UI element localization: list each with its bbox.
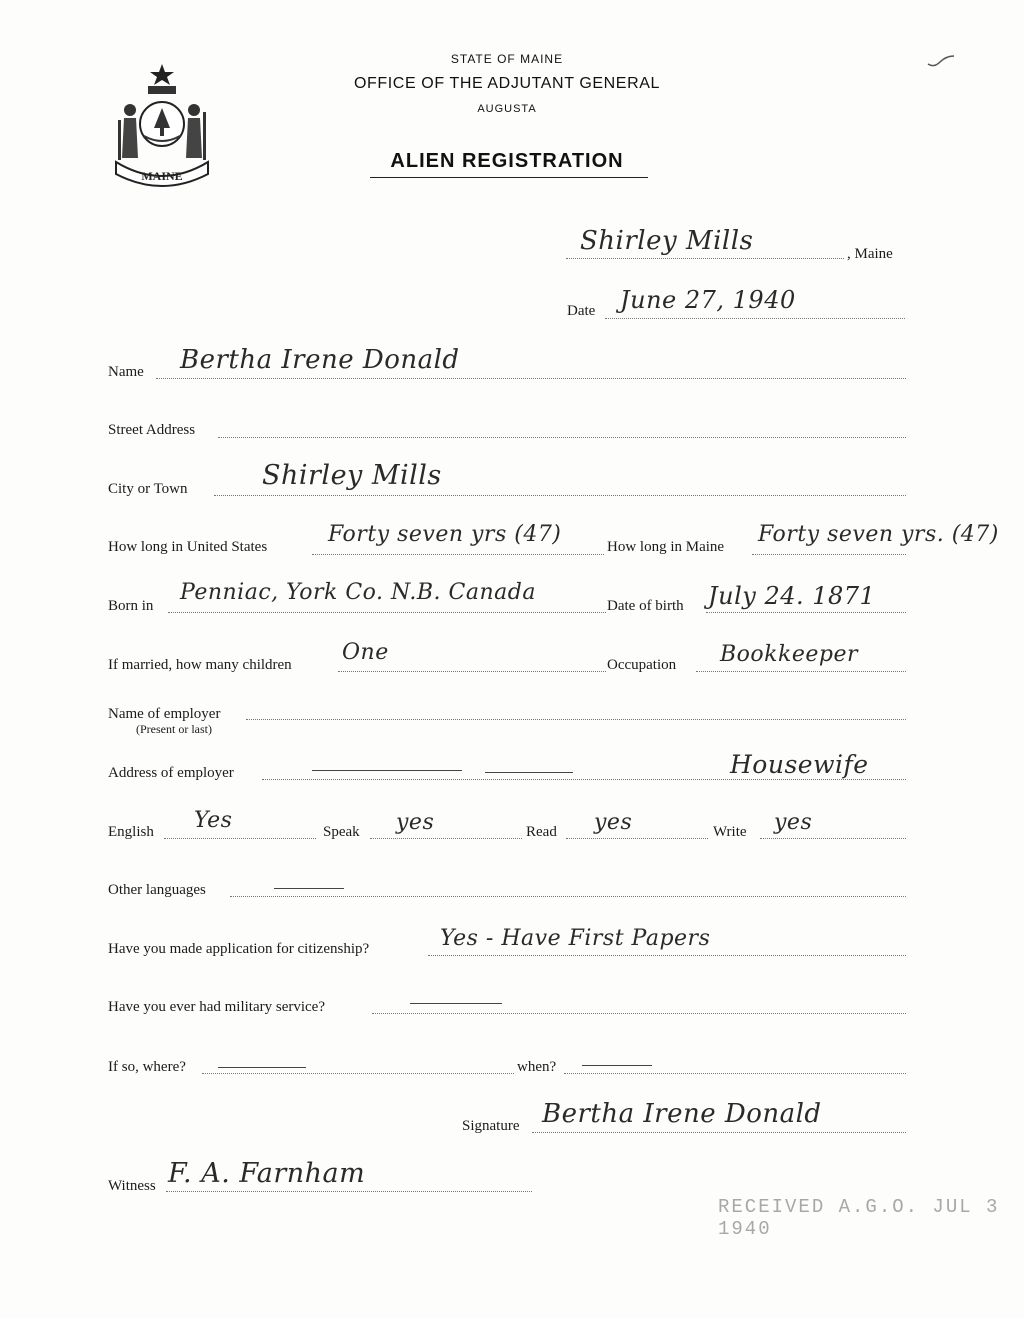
dob-label: Date of birth — [607, 598, 684, 614]
place-suffix: , Maine — [847, 246, 893, 262]
military-label: Have you ever had military service? — [108, 999, 325, 1015]
occupation-value: Bookkeeper — [720, 642, 858, 667]
citizenship-label: Have you made application for citizenship? — [108, 941, 370, 957]
employer-sublabel: (Present or last) — [136, 722, 212, 736]
how-long-maine-label: How long in Maine — [607, 539, 725, 555]
received-stamp: RECEIVED A.G.O. JUL 3 1940 — [718, 1196, 1000, 1240]
speak-value: yes — [396, 810, 435, 835]
born-in-label: Born in — [108, 598, 154, 614]
city-label: City or Town — [108, 481, 188, 497]
english-label: English — [108, 824, 154, 840]
street-label: Street Address — [108, 422, 196, 438]
born-in-value: Penniac, York Co. N.B. Canada — [180, 580, 536, 605]
form-title: ALIEN REGISTRATION — [390, 150, 624, 172]
employer-label: Name of employer — [108, 706, 221, 722]
how-long-us-label: How long in United States — [108, 539, 268, 555]
english-value: Yes — [194, 808, 233, 833]
title-underline — [370, 177, 648, 178]
signature-label: Signature — [462, 1118, 520, 1134]
occupation-label: Occupation — [607, 657, 677, 673]
signature-value: Bertha Irene Donald — [542, 1099, 822, 1129]
header-state: STATE OF MAINE — [450, 52, 564, 66]
when-label: when? — [517, 1059, 557, 1075]
dob-value: July 24. 1871 — [708, 582, 876, 610]
seal-text: MAINE — [141, 169, 183, 183]
witness-label: Witness — [108, 1178, 156, 1194]
where-label: If so, where? — [108, 1059, 186, 1075]
other-languages-label: Other languages — [108, 882, 206, 898]
write-label: Write — [713, 824, 747, 840]
employer-address-label: Address of employer — [108, 765, 234, 781]
name-value: Bertha Irene Donald — [180, 345, 460, 375]
citizenship-value: Yes - Have First Papers — [440, 926, 711, 951]
children-label: If married, how many children — [108, 657, 292, 673]
witness-value: F. A. Farnham — [168, 1158, 366, 1189]
children-value: One — [342, 640, 389, 665]
read-label: Read — [526, 824, 557, 840]
header-city: AUGUSTA — [477, 103, 537, 115]
speak-label: Speak — [323, 824, 360, 840]
place-value: Shirley Mills — [580, 226, 754, 256]
date-label: Date — [567, 303, 596, 319]
header-office: OFFICE OF THE ADJUTANT GENERAL — [353, 75, 661, 92]
read-value: yes — [594, 810, 633, 835]
write-value: yes — [774, 810, 813, 835]
date-value: June 27, 1940 — [620, 286, 796, 314]
how-long-maine-value: Forty seven yrs. (47) — [758, 522, 999, 547]
employer-address-value: Housewife — [730, 750, 869, 779]
city-value: Shirley Mills — [262, 460, 442, 491]
name-label: Name — [108, 364, 144, 380]
how-long-us-value: Forty seven yrs (47) — [328, 522, 562, 547]
